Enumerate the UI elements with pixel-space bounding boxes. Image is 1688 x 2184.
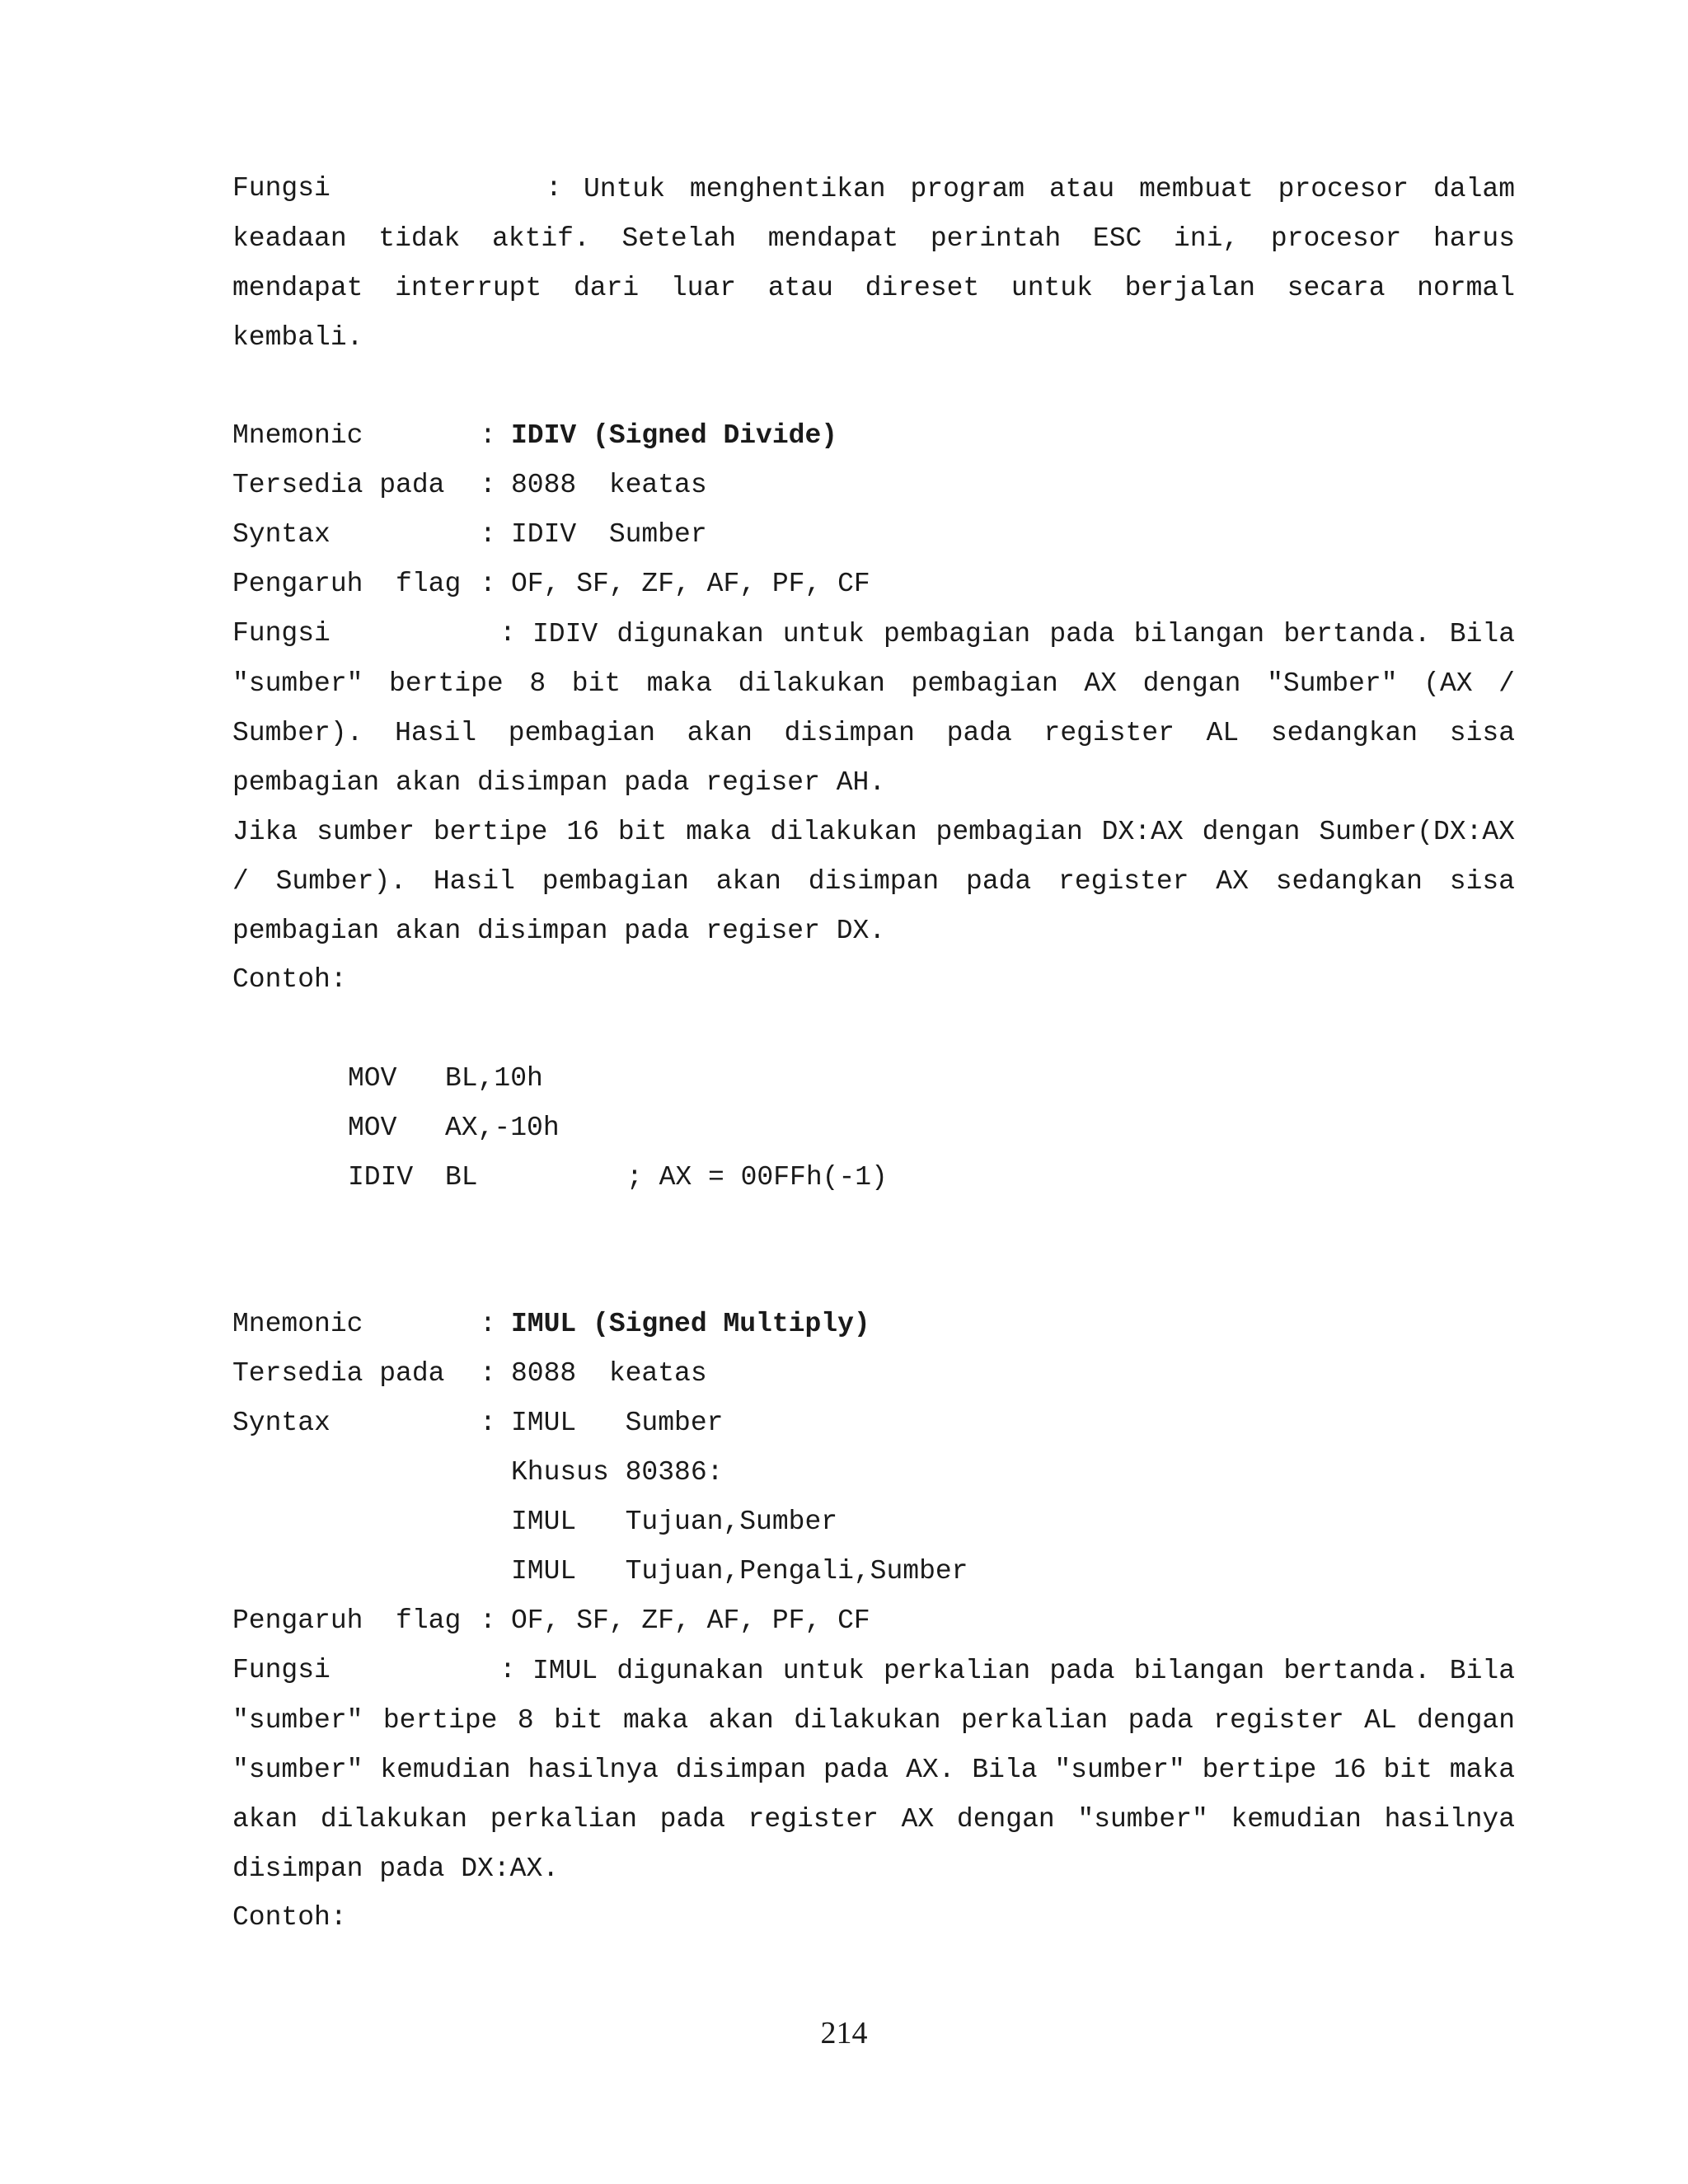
page-number: 214 [820,2016,868,2050]
fungsi-text-line: IMUL digunakan untuk perkalian pada bilangan bertanda. Bila [532,1656,1515,1686]
tersedia-label: Tersedia pada [232,470,445,500]
code-op: MOV [348,1113,397,1143]
code-op: MOV [348,1063,397,1094]
fungsi-colon: : [499,618,516,649]
code-comment: ; AX = 00FFh(-1) [626,1162,888,1193]
code-arg: BL,10h [445,1063,543,1094]
flag-label: Pengaruh flag [232,1605,462,1636]
contoh-label: Contoh: [232,1902,347,1933]
syntax-label: Syntax [232,519,331,550]
fungsi-text-line: disimpan pada DX:AX. [232,1854,560,1884]
fungsi-colon: : [499,1655,516,1685]
flag-colon: : [480,1605,496,1636]
syntax-line: IMUL Sumber [511,1408,724,1438]
syntax-value: IDIV Sumber [511,519,707,550]
fungsi-text-line: "sumber" bertipe 8 bit maka akan dilakukan perkalian pada register AL dengan [232,1705,1515,1736]
fungsi-colon: : [546,173,562,204]
mnemonic-value: IMUL (Signed Multiply) [511,1309,870,1339]
syntax-line: IMUL Tujuan,Sumber [511,1507,838,1537]
fungsi-label: Fungsi [232,173,331,204]
fungsi-text-line: Untuk menghentikan program atau membuat procesor dalam [584,174,1515,204]
syntax-colon: : [480,519,496,550]
syntax-line: Khusus 80386: [511,1457,724,1488]
tersedia-value: 8088 keatas [511,1358,707,1389]
fungsi-text-line: kembali. [232,322,363,353]
mnemonic-value: IDIV (Signed Divide) [511,420,838,451]
fungsi-text-line: "sumber" kemudian hasilnya disimpan pada AX. Bila "sumber" bertipe 16 bit maka [232,1755,1515,1785]
fungsi-text-line: IDIV digunakan untuk pembagian pada bilangan bertanda. Bila [532,619,1515,649]
flag-label: Pengaruh flag [232,569,462,599]
mnemonic-colon: : [480,420,496,451]
flag-value: OF, SF, ZF, AF, PF, CF [511,569,870,599]
code-arg: BL [445,1162,478,1193]
fungsi-text-line: akan dilakukan perkalian pada register AX dengan "sumber" kemudian hasilnya [232,1804,1515,1835]
mnemonic-colon: : [480,1309,496,1339]
fungsi-text-line: mendapat interrupt dari luar atau direset untuk berjalan secara normal [232,273,1515,303]
mnemonic-label: Mnemonic [232,1309,363,1339]
syntax-label: Syntax [232,1408,331,1438]
fungsi-text-line: pembagian akan disimpan pada regiser DX. [232,916,886,946]
fungsi-label: Fungsi [232,1655,331,1685]
tersedia-colon: : [480,1358,496,1389]
syntax-colon: : [480,1408,496,1438]
fungsi-text-line: pembagian akan disimpan pada regiser AH. [232,767,886,798]
fungsi-text-line: keadaan tidak aktif. Setelah mendapat perintah ESC ini, procesor harus [232,223,1515,254]
tersedia-label: Tersedia pada [232,1358,445,1389]
fungsi-text-line: Sumber). Hasil pembagian akan disimpan pada register AL sedangkan sisa [232,718,1515,748]
contoh-label: Contoh: [232,964,347,995]
fungsi-text-line: Jika sumber bertipe 16 bit maka dilakukan pembagian DX:AX dengan Sumber(DX:AX [232,817,1515,847]
flag-colon: : [480,569,496,599]
fungsi-text-line: "sumber" bertipe 8 bit maka dilakukan pembagian AX dengan "Sumber" (AX / [232,668,1515,699]
code-op: IDIV [348,1162,414,1193]
fungsi-label: Fungsi [232,618,331,649]
code-arg: AX,-10h [445,1113,560,1143]
fungsi-text-line: / Sumber). Hasil pembagian akan disimpan pada register AX sedangkan sisa [232,866,1515,897]
tersedia-value: 8088 keatas [511,470,707,500]
tersedia-colon: : [480,470,496,500]
mnemonic-label: Mnemonic [232,420,363,451]
syntax-line: IMUL Tujuan,Pengali,Sumber [511,1556,968,1586]
flag-value: OF, SF, ZF, AF, PF, CF [511,1605,870,1636]
